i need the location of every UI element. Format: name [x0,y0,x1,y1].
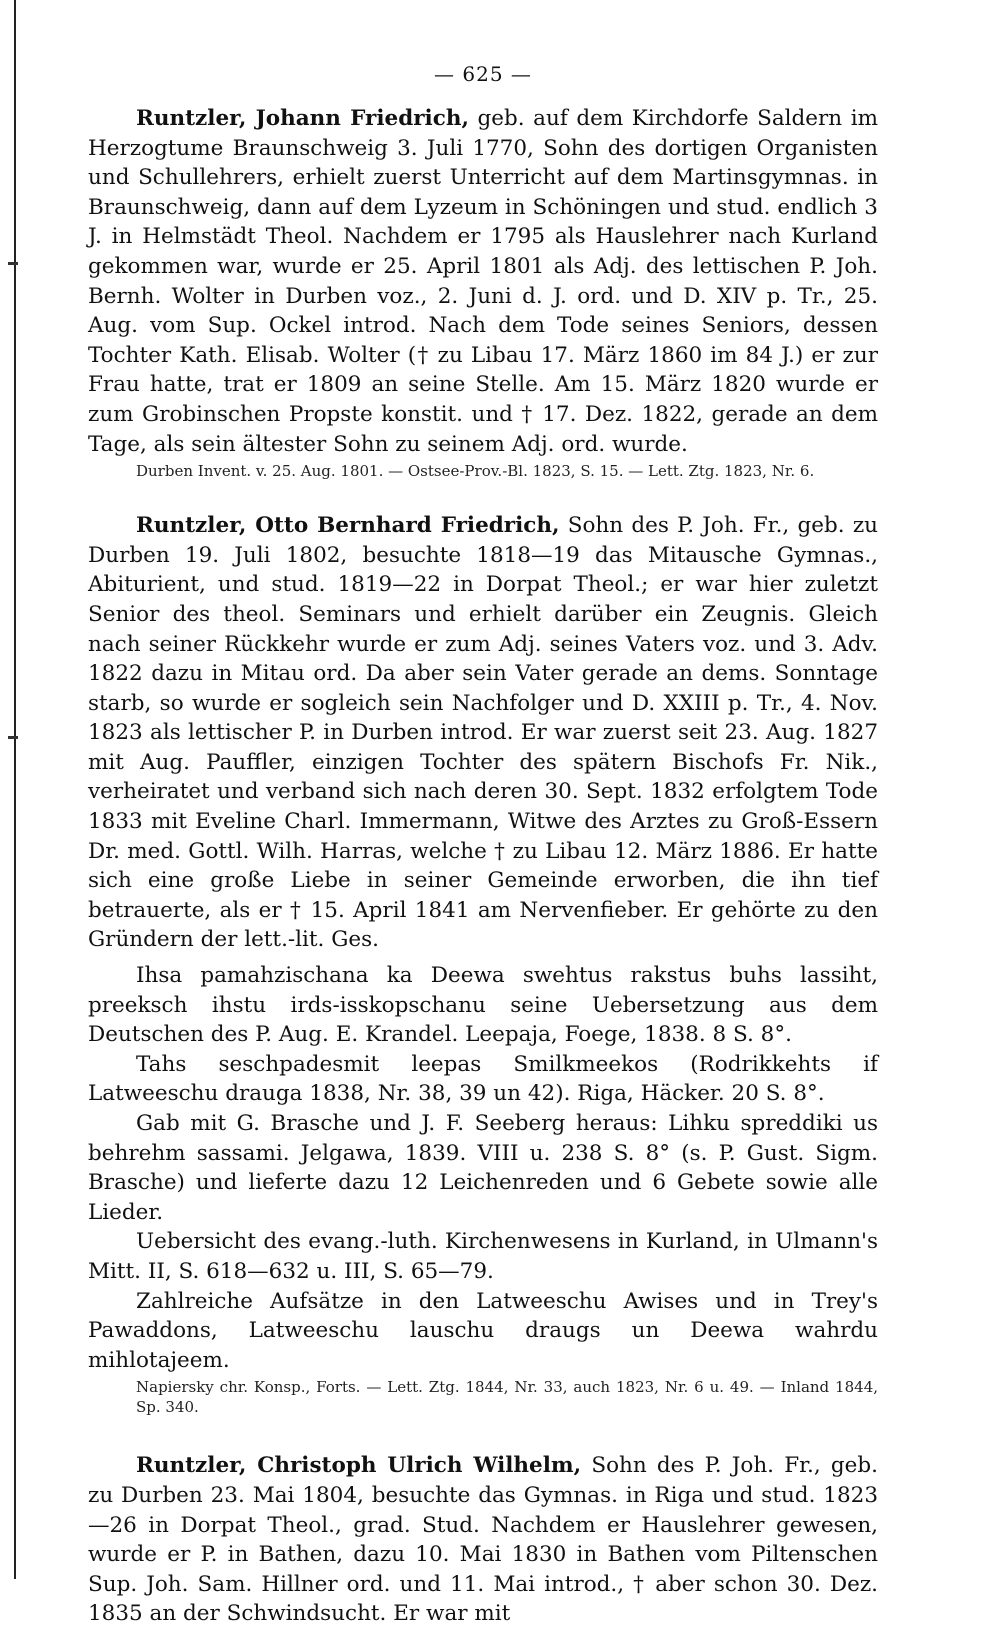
entry-text: Sohn des P. Joh. Fr., geb. zu Durben 19. Juli 1802, besuchte 1818—19 das Mitausche Gymnas., Abiturient, und stud. 1819—22 in Dorpat Theol.; er war hier zuletzt Senior des theol. Seminars und erhielt darüber ein Zeugnis. Gleich nach seiner Rückkehr wurde er zum Adj. seines Vaters voz. und 3. Adv. 1822 dazu in Mitau ord. Da aber sein Vater gerade an dems. Sonntage starb, so wurde er sogleich sein Nachfolger und D. XXIII p. Tr., 4. Nov. 1823 als lettischer P. in Durben introd. Er war zuerst seit 23. Aug. 1827 mit Aug. Pauffler, einzigen Tochter des spätern Bischofs Fr. Nik., verheiratet und verband sich nach deren 30. Sept. 1832 erfolgtem Tode 1833 mit Eveline Charl. Immermann, Witwe des Arztes zu Groß-Essern Dr. med. Gottl. Wilh. Harras, welche † zu Libau 12. März 1886. Er hatte sich eine große Liebe in seiner Gemeinde erworben, die ihn tief betrauerte, als er † 15. April 1841 am Nervenfieber. Er gehörte zu den Gründern der lett.-lit. Ges. [88,513,878,953]
entry-source: Durben Invent. v. 25. Aug. 1801. — Ostsee-Prov.-Bl. 1823, S. 15. — Lett. Ztg. 1823, Nr. 6. [136,462,815,481]
works-list [88,961,878,1375]
document-page [88,62,878,1629]
work-item: Gab mit G. Brasche und J. F. Seeberg heraus: Lihku spreddiki us behrehm sassami. Jelgawa, 1839. VIII u. 238 S. 8° (s. P. Gust. Sigm. Brasche) und lieferte dazu 12 Leichenreden und 6 Gebete sowie alle Lieder. [88,1111,878,1225]
entry-text: geb. auf dem Kirchdorfe Saldern im Herzogtume Braunschweig 3. Juli 1770, Sohn des dortigen Organisten und Schullehrers, erhielt zuerst Unterricht auf dem Martinsgymnas. in Braunschweig, dann auf dem Lyzeum in Schöningen und stud. endlich 3 J. in Helmstädt Theol. Nachdem er 1795 als Hauslehrer nach Kurland gekommen war, wurde er 25. April 1801 als Adj. des lettischen P. Joh. Bernh. Wolter in Durben voz., 2. Juni d. J. ord. und D. XIV p. Tr., 25. Aug. vom Sup. Ockel introd. Nach dem Tode seines Seniors, dessen Tochter Kath. Elisab. Wolter († zu Libau 17. März 1860 im 84 J.) er zur Frau hatte, trat er 1809 an seine Stelle. Am 15. März 1820 wurde er zum Grobinschen Propste konstit. und † 17. Dez. 1822, gerade an dem Tage, als sein ältester Sohn zu seinem Adj. ord. wurde. [88,106,878,457]
left-margin-rule [14,0,16,1579]
biography-entry [88,104,878,481]
biography-entry [88,511,878,1417]
entry-name: Runtzler, Johann Friedrich, [136,106,469,131]
entry-text: Sohn des P. Joh. Fr., geb. zu Durben 23. Mai 1804, besuchte das Gymnas. in Riga und stud. 1823—26 in Dorpat Theol., grad. Stud. Nachdem er Hauslehrer gewesen, wurde er P. in Bathen, dazu 10. Mai 1830 in Bathen vom Piltenschen Sup. Joh. Sam. Hillner ord. und 11. Mai introd., † aber schon 30. Dez. 1835 an der Schwindsucht. Er war mit [88,1453,878,1627]
entry-name: Runtzler, Christoph Ulrich Wilhelm, [136,1453,582,1479]
work-item: Tahs seschpadesmit leepas Smilkmeekos (Rodrikkehts if Latweeschu drauga 1838, Nr. 38, 39 un 42). Riga, Häcker. 20 S. 8°. [88,1051,878,1107]
work-item: Zahlreiche Aufsätze in den Latweeschu Awises und in Trey's Pawaddons, Latweeschu lauschu draugs un Deewa wahrdu mihlotajeem. [88,1288,878,1373]
entry-paragraph [88,511,878,955]
margin-mark [8,736,18,739]
work-item: Ihsa pamahzischana ka Deewa swehtus rakstus buhs lassiht, preeksch ihstu irds-isskopschanu seine Uebersetzung aus dem Deutschen des P. Aug. E. Krandel. Leepaja, Foege, 1838. 8 S. 8°. [88,963,878,1048]
entry-source: Napiersky chr. Konsp., Forts. — Lett. Ztg. 1844, Nr. 33, auch 1823, Nr. 6 u. 49. — Inland 1844, Sp. 340. [136,1378,878,1417]
page-number: — 625 — [434,62,532,86]
biography-entry [88,1451,878,1629]
entry-paragraph [88,1451,878,1629]
margin-mark [8,262,18,265]
entry-name: Runtzler, Otto Bernhard Friedrich, [136,513,560,539]
entry-paragraph [88,104,878,459]
work-item: Uebersicht des evang.-luth. Kirchenwesens in Kurland, in Ulmann's Mitt. II, S. 618—632 u. III, S. 65—79. [88,1229,878,1284]
